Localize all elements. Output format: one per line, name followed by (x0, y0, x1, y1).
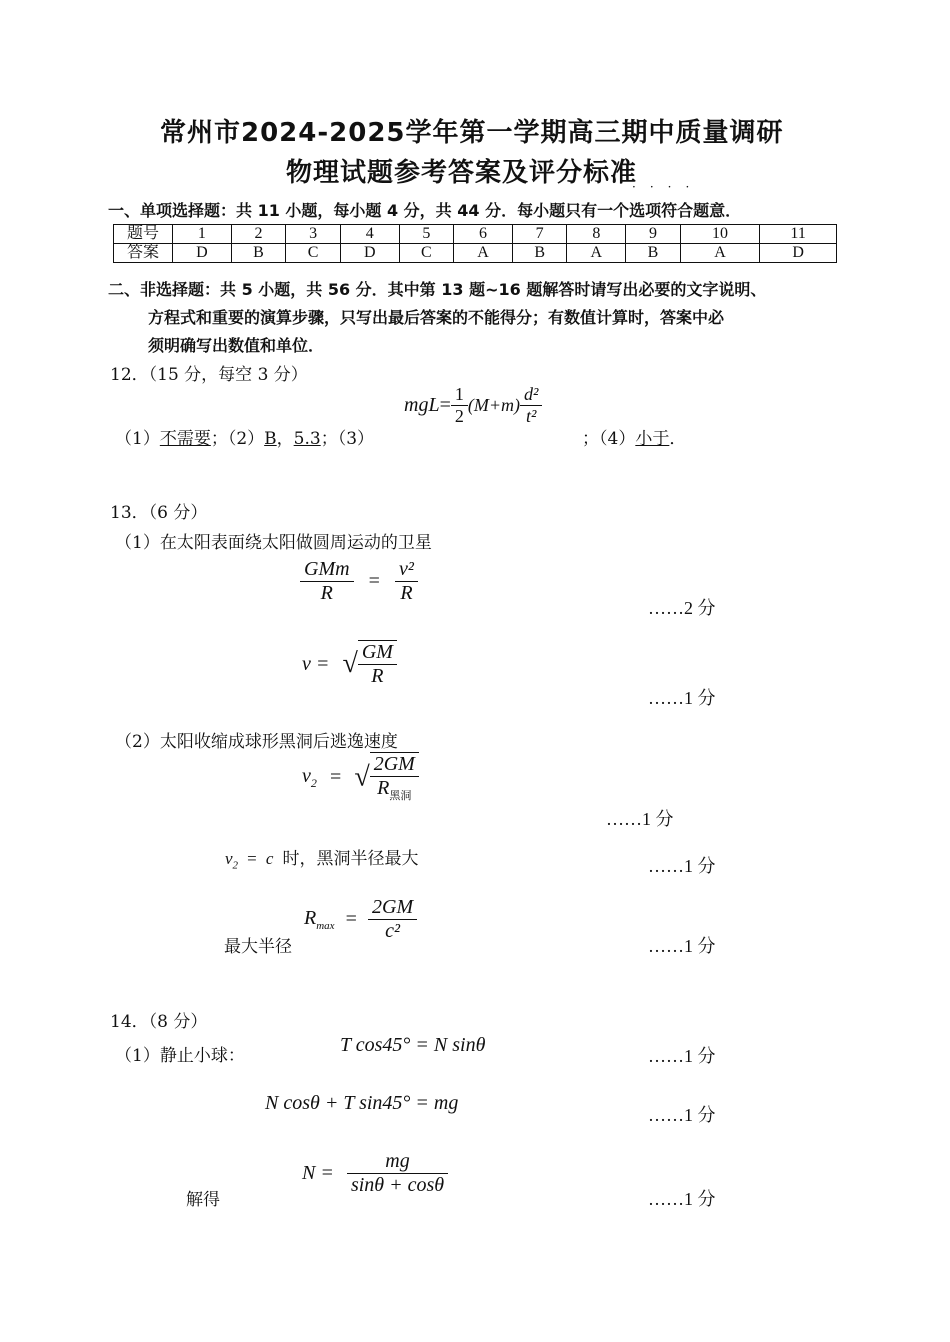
table-cell: 5 (399, 225, 454, 244)
q13-eq4-score: ……1 分 (648, 856, 716, 876)
table-cell: D (340, 244, 399, 263)
q12-answer-4: 小于 (635, 429, 670, 449)
table-cell: A (567, 244, 626, 263)
table-cell: B (512, 244, 567, 263)
table-cell: 11 (760, 225, 837, 244)
table-cell: D (760, 244, 837, 263)
table-cell: 9 (626, 225, 681, 244)
eq3-lhs: $v_2$ (302, 764, 317, 790)
table-cell: A (454, 244, 513, 263)
eq4-equals: = (247, 849, 257, 868)
q12-answer-2: B (264, 429, 277, 449)
section2-line1: 二、非选择题：共 5 小题，共 56 分．其中第 13 题~16 题解答时请写出必要的文字说明、 (108, 280, 767, 299)
emphasis-dots: ···· (632, 180, 704, 194)
q12-answer-line-2 (582, 424, 686, 449)
q12-answer-1: 不需要 (159, 429, 211, 449)
q13-eq1 (300, 558, 418, 605)
q13-eq2-score: ……1 分 (648, 688, 716, 708)
table-cell: 3 (286, 225, 341, 244)
q14-eq1: T cos45° = N sinθ (340, 1034, 486, 1056)
q12-answer-line (115, 424, 374, 449)
table-cell: 6 (454, 225, 513, 244)
table-cell: A (680, 244, 759, 263)
q12-part1-label: （1） (115, 429, 160, 449)
table-cell: B (231, 244, 286, 263)
q13-eq4 (225, 844, 418, 871)
table-cell: 4 (340, 225, 399, 244)
q12-formula (404, 384, 542, 427)
eq4-text: 时，黑洞半径最大 (282, 849, 419, 869)
eq5-equals: = (345, 908, 357, 930)
table-cell: C (399, 244, 454, 263)
q13-eq5 (304, 896, 417, 943)
eq4-rhs: c (265, 849, 274, 868)
section2-line3: 须明确写出数值和单位． (148, 336, 325, 355)
q12-part2-label: ；（2） (210, 429, 265, 449)
q13-part1: （1）在太阳表面绕太阳做圆周运动的卫星 (115, 533, 432, 553)
table-cell: 1 (173, 225, 232, 244)
q12-part4-label: ；（4） (582, 429, 636, 449)
section1-heading: 一、单项选择题：共 11 小题，每小题 4 分，共 44 分．每小题只有一个选项符合题意． (108, 201, 742, 220)
eq2-lhs: v = (302, 652, 330, 675)
q12-heading: 12．（15 分，每空 3 分） (110, 365, 308, 385)
page-title-line1: 常州市2024-2025学年第一学期高三期中质量调研 (160, 118, 784, 148)
q13-heading: 13．（6 分） (110, 503, 208, 523)
q14-part1: （1）静止小球： (115, 1046, 245, 1066)
formula-eq: = (439, 394, 451, 416)
q14-eq2: N cosθ + T sin45° = mg (265, 1092, 459, 1114)
eq5-lhs: $R_{max}$ (304, 907, 335, 932)
answer-table (113, 224, 837, 263)
eq5-rhs: $\frac{2GM}{\text{c²}}$ (368, 896, 417, 943)
q14-eq3-score: ……1 分 (648, 1189, 716, 1209)
q14-heading: 14．（8 分） (110, 1012, 208, 1032)
q13-eq5-label: 最大半径 (224, 937, 292, 957)
table-cell: B (626, 244, 681, 263)
q13-eq3-score: ……1 分 (606, 809, 674, 829)
page-title-line2: 物理试题参考答案及评分标准 (286, 158, 638, 188)
formula-mass: (M+m) (467, 395, 520, 415)
q13-part2: （2）太阳收缩成球形黑洞后逃逸速度 (115, 732, 398, 752)
table-cell: D (173, 244, 232, 263)
sqrt-sign: √ (354, 761, 370, 793)
eq4-lhs: $v_2$ (225, 849, 239, 872)
section2-line2: 方程式和重要的演算步骤，只写出最后答案的不能得分；有数值计算时，答案中必 (148, 308, 725, 327)
q13-eq1-score: ……2 分 (648, 598, 716, 618)
table-cell: 7 (512, 225, 567, 244)
table-cell: 10 (680, 225, 759, 244)
q13-eq5-score: ……1 分 (648, 936, 716, 956)
eq3-equals: = (329, 766, 342, 788)
sqrt-sign: √ (342, 648, 358, 679)
q12-separator: ， (276, 429, 294, 449)
table-row-questions (114, 225, 837, 244)
table-cell: 8 (567, 225, 626, 244)
q14-eq3 (302, 1150, 448, 1197)
q13-eq3 (302, 752, 419, 803)
q14-eq1-score: ……1 分 (648, 1046, 716, 1066)
formula-d-over-t: $\frac{\text{d²}}{\text{t²}}$ (520, 384, 542, 427)
eq3-rhs: $\frac{mg}{\sin\theta + \cos\theta}$ (347, 1150, 448, 1197)
q14-eq2-score: ……1 分 (648, 1105, 716, 1125)
q13-eq2 (302, 640, 397, 688)
q14-eq3-label: 解得 (186, 1190, 220, 1210)
q12-answer-3: 5.3 (293, 429, 321, 449)
eq1-lhs: $\frac{\text{GMm}}{R}$ (300, 558, 354, 605)
table-header-cell: 答案 (114, 244, 173, 263)
formula-lhs: mgL (404, 394, 440, 416)
table-cell: 2 (231, 225, 286, 244)
eq1-equals: = (368, 570, 380, 592)
eq3-lhs: N = (302, 1162, 334, 1184)
q12-end: ． (669, 429, 687, 449)
eq1-rhs: $\frac{\text{v²}}{R}$ (395, 558, 418, 605)
q12-part3-label: ；（3） (320, 429, 375, 449)
eq2-radicand: $\frac{GM}{R}$ (358, 640, 397, 688)
formula-half: $\frac{1}{2}$ (451, 384, 468, 427)
eq3-radicand: $\frac{2GM}{R_{黑洞}}$ (370, 752, 419, 803)
table-header-cell: 题号 (114, 225, 173, 244)
table-cell: C (286, 244, 341, 263)
table-row-answers (114, 244, 837, 263)
